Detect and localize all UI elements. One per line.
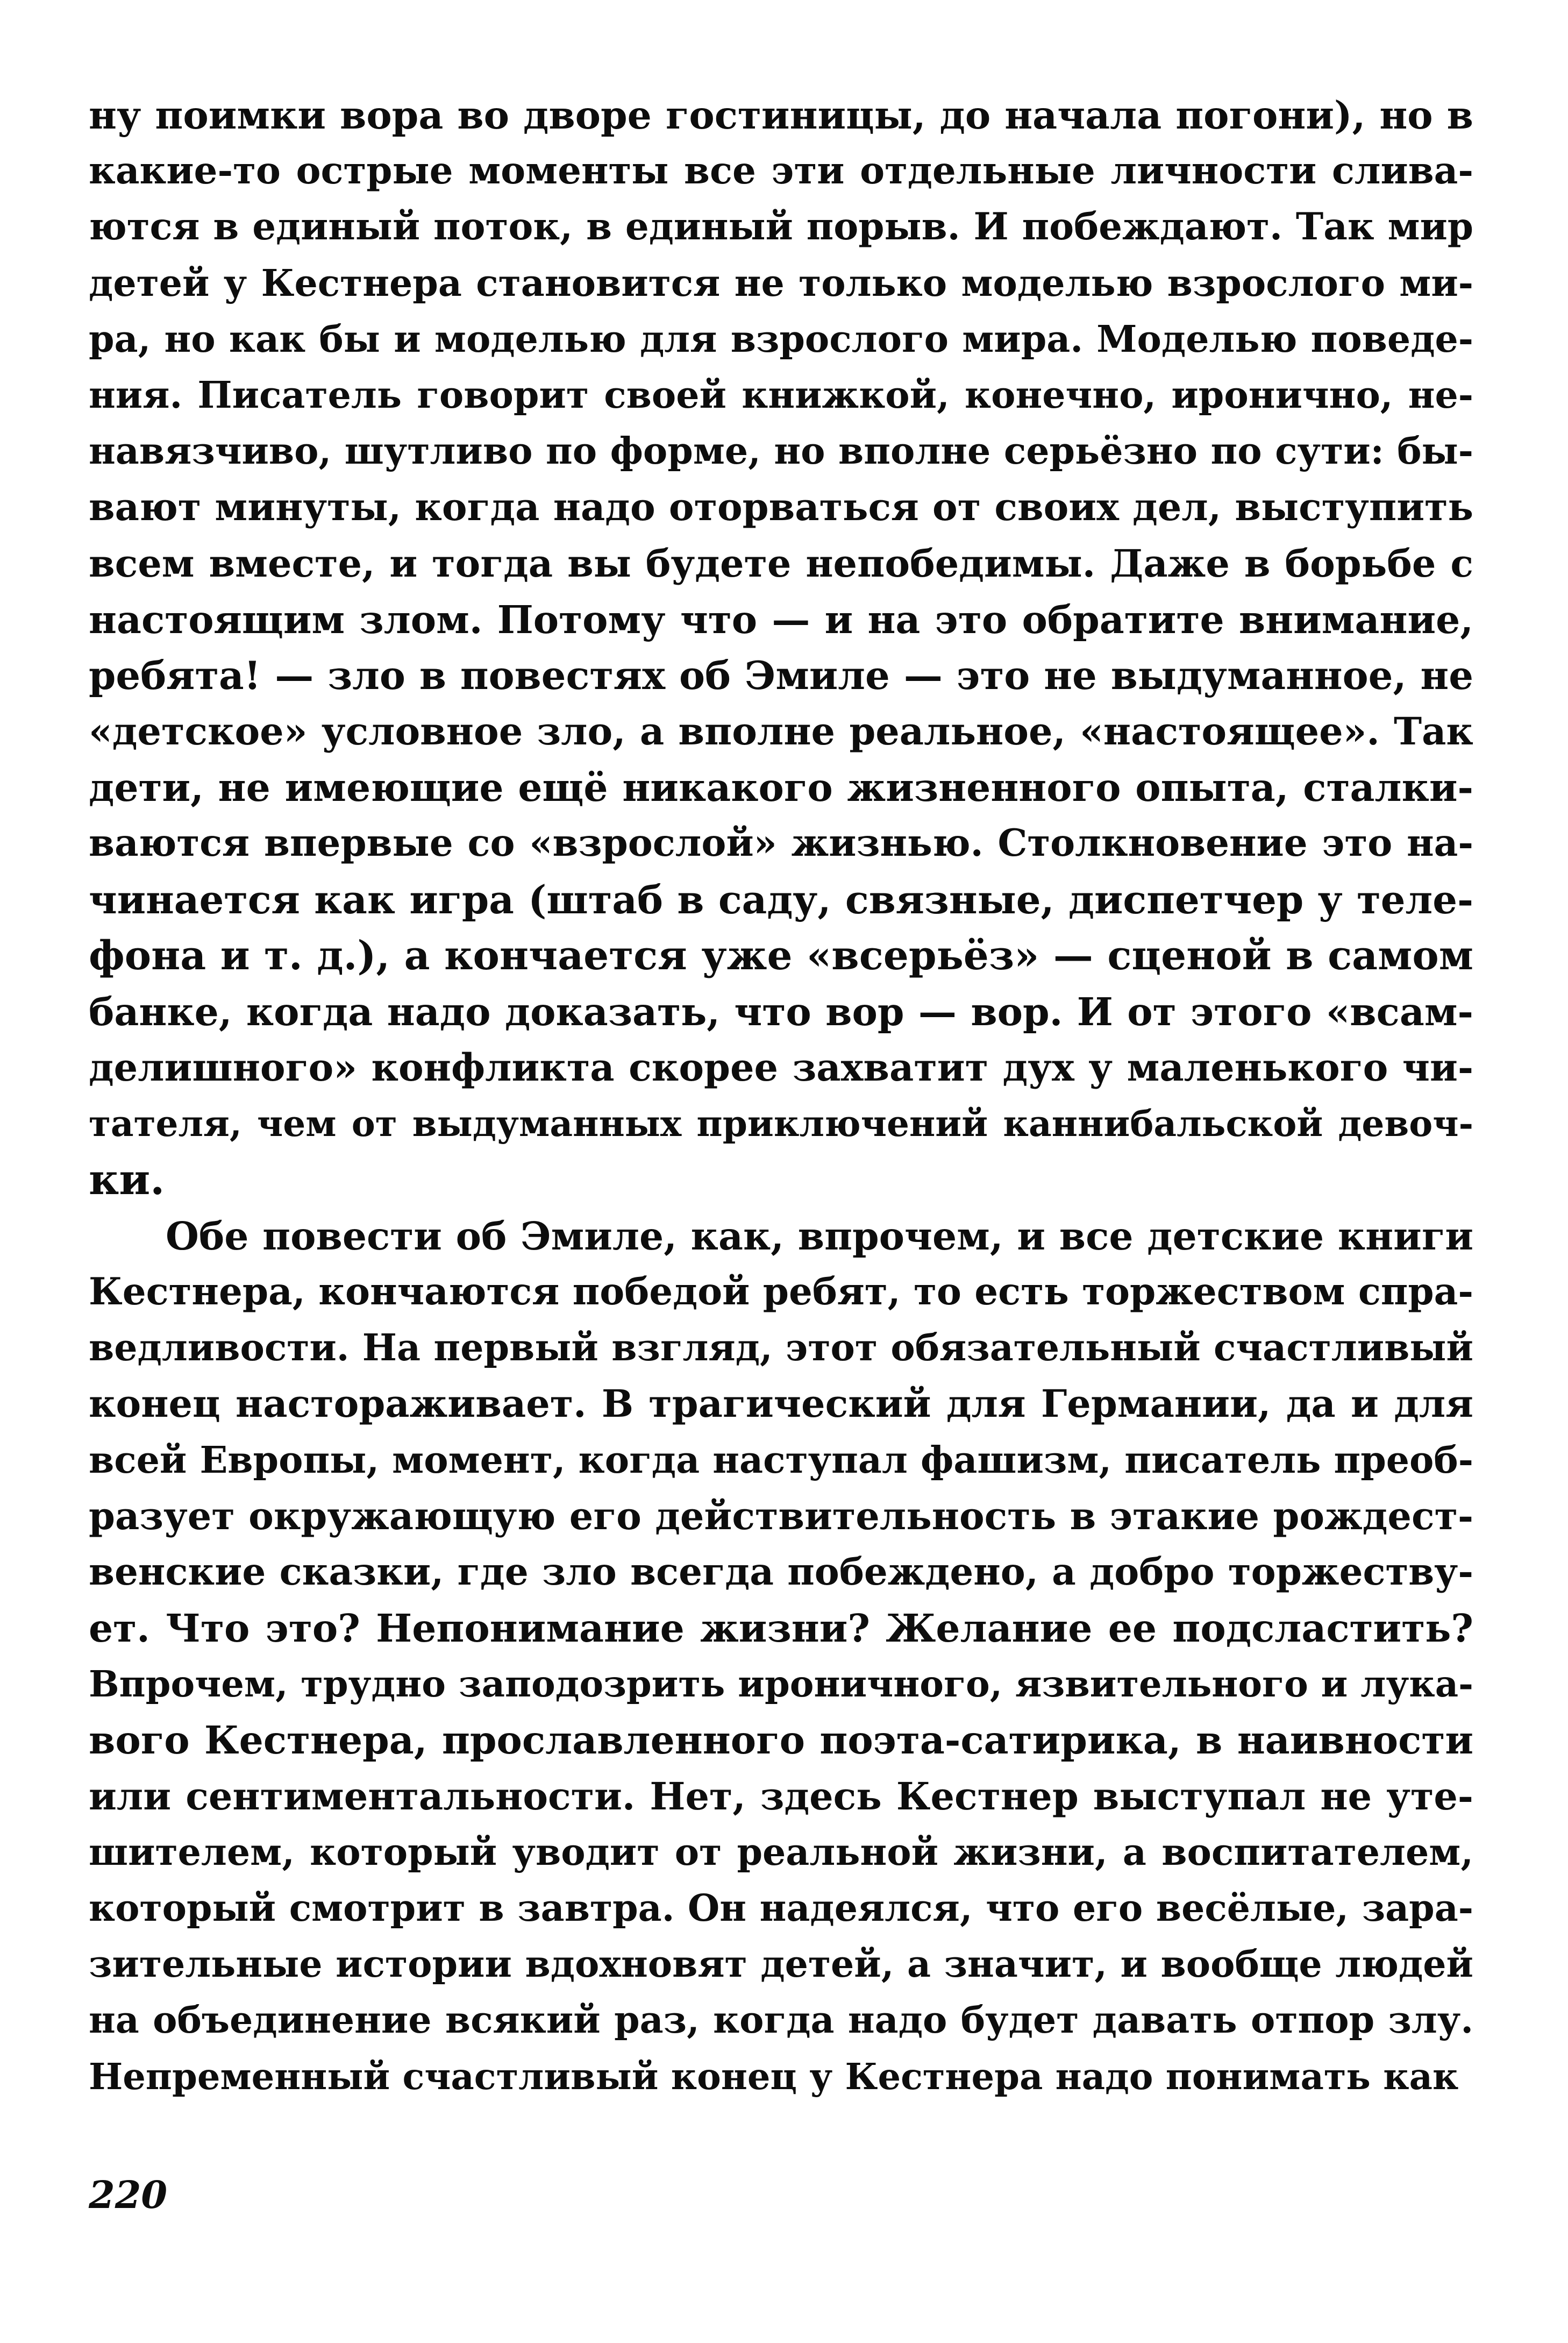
- text-line: настоящим злом. Потому что — и на это обратите внимание,: [89, 597, 1473, 642]
- text-line: ки.: [89, 1155, 165, 1204]
- text-line: Кестнера, кончаются победой ребят, то есть торжеством спра-: [89, 1269, 1473, 1314]
- text-line: чинается как игра (штаб в саду, связные, диспетчер у теле-: [89, 876, 1473, 922]
- text-line: или сентиментальности. Нет, здесь Кестнер выступал не уте-: [89, 1773, 1473, 1819]
- text-line: который смотрит в завтра. Он надеялся, что его весёлые, зара-: [89, 1887, 1473, 1930]
- page-number: 220: [89, 2172, 168, 2217]
- text-line: зительные истории вдохновят детей, а значит, и вообще людей: [89, 1943, 1473, 1986]
- text-line: Обе повести об Эмиле, как, впрочем, и все детские книги: [166, 1213, 1473, 1259]
- text-line: ваются впервые со «взрослой» жизнью. Столкновение это на-: [89, 821, 1473, 865]
- text-line: дети, не имеющие ещё никакого жизненного опыта, сталки-: [89, 765, 1473, 811]
- text-line: всей Европы, момент, когда наступал фашизм, писатель преоб-: [89, 1438, 1473, 1482]
- text-line: «детское» условное зло, а вполне реальное, «настоящее». Так: [89, 709, 1473, 754]
- text-line: фона и т. д.), а кончается уже «всерьёз» — сценой в самом: [89, 932, 1473, 979]
- text-line: вают минуты, когда надо оторваться от своих дел, выступить: [89, 485, 1473, 530]
- text-line: детей у Кестнера становится не только моделью взрослого ми-: [89, 261, 1473, 305]
- text-line: ну поимки вора во дворе гостиницы, до начала погони), но в: [89, 93, 1473, 138]
- text-line: Непременный счастливый конец у Кестнера надо понимать как: [89, 2055, 1459, 2098]
- text-line: венские сказки, где зло всегда побеждено, а добро торжеству-: [89, 1550, 1473, 1594]
- text-line: навязчиво, шутливо по форме, но вполне серьёзно по сути: бы-: [89, 430, 1473, 473]
- text-line: ребята! — зло в повестях об Эмиле — это не выдуманное, не: [89, 652, 1473, 698]
- text-line: конец настораживает. В трагический для Германии, да и для: [89, 1381, 1473, 1426]
- text-line: тателя, чем от выдуманных приключений каннибальской девоч-: [89, 1103, 1473, 1145]
- text-line: какие-то острые моменты все эти отдельные личности слива-: [89, 149, 1473, 193]
- text-line: ра, но как бы и моделью для взрослого мира. Моделью поведе-: [89, 317, 1473, 361]
- body-text: [89, 87, 1473, 2105]
- text-line: банке, когда надо доказать, что вор — вор. И от этого «всам-: [89, 989, 1473, 1034]
- text-line: ет. Что это? Непонимание жизни? Желание ее подсластить?: [89, 1606, 1473, 1651]
- text-line: Впрочем, трудно заподозрить ироничного, язвительного и лука-: [89, 1663, 1473, 1706]
- text-line: вого Кестнера, прославленного поэта-сатирика, в наивности: [89, 1717, 1473, 1763]
- text-line: ния. Писатель говорит своей книжкой, конечно, иронично, не-: [89, 373, 1473, 417]
- text-line: ведливости. На первый взгляд, этот обязательный счастливый: [89, 1326, 1473, 1370]
- text-line: на объединение всякий раз, когда надо будет давать отпор злу.: [89, 1999, 1473, 2042]
- text-line: всем вместе, и тогда вы будете непобедимы. Даже в борьбе с: [89, 541, 1473, 586]
- text-line: разует окружающую его действительность в этакие рождест-: [89, 1493, 1473, 1538]
- text-line: шителем, который уводит от реальной жизни, а воспитателем,: [89, 1830, 1473, 1874]
- text-line: ются в единый поток, в единый порыв. И побеждают. Так мир: [89, 205, 1473, 249]
- text-line: делишного» конфликта скорее захватит дух у маленького чи-: [89, 1045, 1473, 1090]
